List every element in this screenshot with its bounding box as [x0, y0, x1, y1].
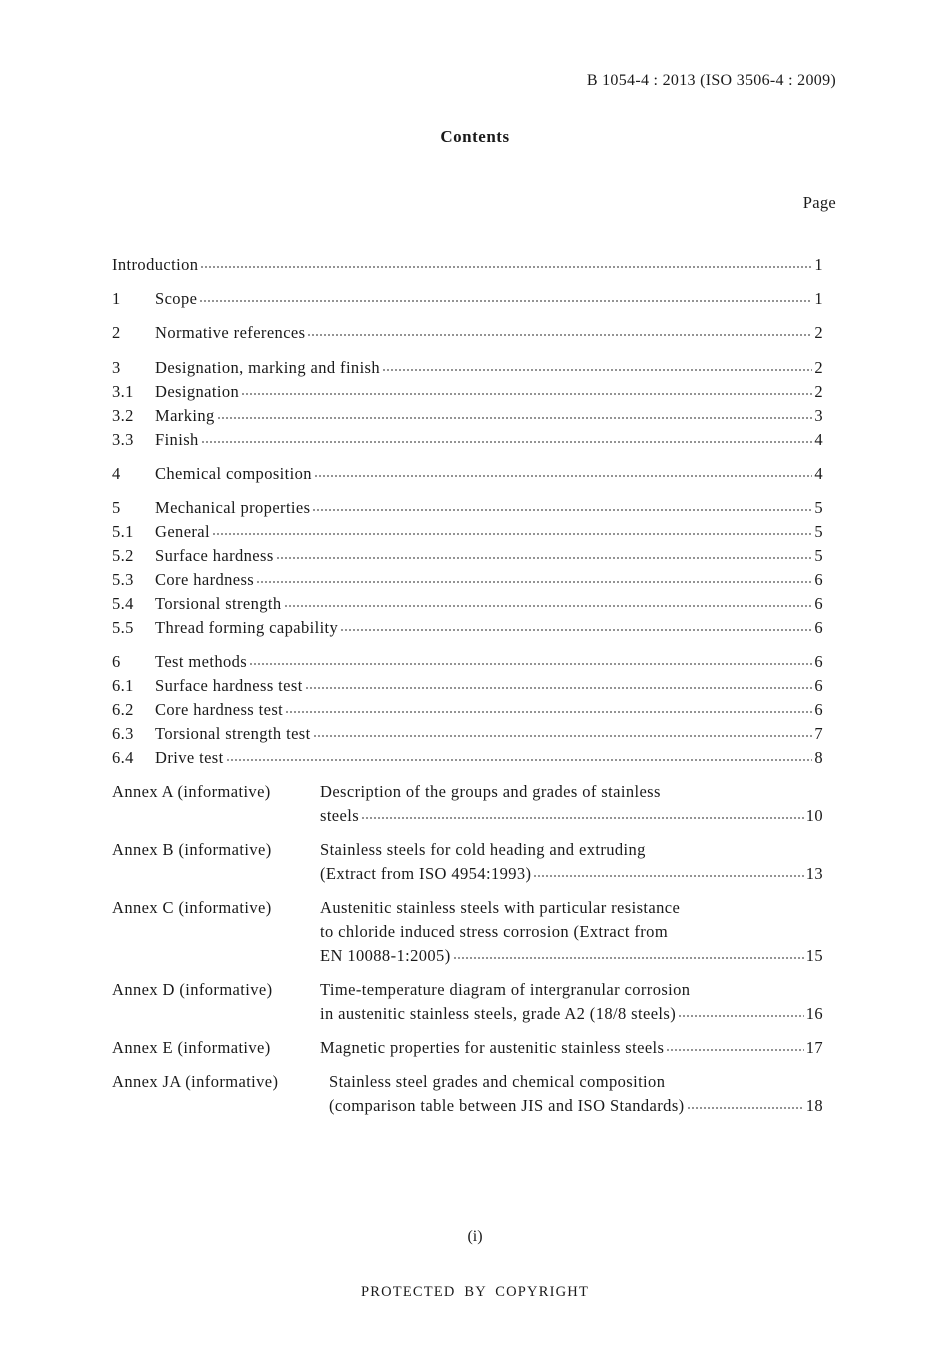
- toc-entry-number: 6.4: [112, 748, 134, 767]
- dot-leader: [200, 266, 812, 268]
- toc-entry[interactable]: [112, 568, 823, 592]
- toc-entry-number: 3.3: [112, 430, 134, 449]
- annex-heading: Annex C (informative): [112, 898, 272, 917]
- dot-leader: [199, 300, 812, 302]
- toc-entry[interactable]: [112, 496, 823, 520]
- toc-entry-label: Normative references: [155, 323, 306, 342]
- dot-leader: [241, 393, 812, 395]
- dot-leader: [666, 1049, 803, 1051]
- toc-entry-label: Core hardness test: [155, 700, 284, 719]
- toc-entry-label: Thread forming capability: [155, 618, 339, 637]
- toc-entry-label: Surface hardness: [155, 546, 274, 565]
- dot-leader: [687, 1107, 804, 1109]
- toc-entry-label: Core hardness: [155, 570, 255, 589]
- toc-entry-number: 5: [112, 498, 121, 517]
- page-title: Contents: [440, 127, 510, 146]
- toc-entry-number: 2: [112, 323, 121, 342]
- dot-leader: [313, 735, 813, 737]
- toc-entry[interactable]: [112, 746, 823, 770]
- toc-entry-label: Chemical composition: [155, 464, 312, 483]
- toc-entry-page: 2: [814, 358, 823, 377]
- dot-leader: [285, 711, 812, 713]
- toc-entry[interactable]: [112, 462, 823, 486]
- dot-leader: [361, 817, 804, 819]
- annex-heading: Annex A (informative): [112, 782, 271, 801]
- toc-entry-label: Drive test: [155, 748, 224, 767]
- dot-leader: [284, 605, 813, 607]
- toc-entry-page: 4: [814, 430, 823, 449]
- toc-annex-ja-cont[interactable]: [112, 1094, 823, 1118]
- toc-entry[interactable]: [112, 321, 823, 345]
- toc-entry-number: 5.5: [112, 618, 134, 637]
- dot-leader: [340, 629, 812, 631]
- dot-leader: [212, 533, 812, 535]
- toc-entry-number: 3: [112, 358, 121, 377]
- annex-title-line: (Extract from ISO 4954:1993): [320, 864, 532, 883]
- toc-entry-page: 16: [805, 1004, 823, 1023]
- toc-entry-number: 5.4: [112, 594, 134, 613]
- dot-leader: [226, 759, 813, 761]
- toc-annex-c[interactable]: [112, 896, 823, 920]
- toc-entry[interactable]: [112, 544, 823, 568]
- toc-entry-page: 10: [805, 806, 823, 825]
- toc-annex-e[interactable]: [112, 1036, 823, 1060]
- toc-entry-page: 8: [814, 748, 823, 767]
- toc-entry-page: 5: [814, 546, 823, 565]
- toc-entry-label: Torsional strength test: [155, 724, 311, 743]
- toc-entry[interactable]: [112, 722, 823, 746]
- toc-entry-page: 3: [814, 406, 823, 425]
- dot-leader: [217, 417, 813, 419]
- toc-entry-label: Torsional strength: [155, 594, 282, 613]
- toc-annex-c-cont[interactable]: [112, 920, 823, 944]
- toc-annex-ja[interactable]: [112, 1070, 823, 1094]
- toc-entry-page: 15: [805, 946, 823, 965]
- toc-entry-number: 1: [112, 289, 121, 308]
- toc-entry-page: 7: [814, 724, 823, 743]
- annex-title-line: EN 10088-1:2005): [320, 946, 451, 965]
- toc-entry-number: 3.1: [112, 382, 134, 401]
- toc-entry-page: 17: [805, 1038, 823, 1057]
- toc-entry-number: 6.2: [112, 700, 134, 719]
- dot-leader: [305, 687, 813, 689]
- page-column-label: Page: [802, 193, 836, 212]
- toc-entry-label: Scope: [155, 289, 198, 308]
- dot-leader: [678, 1015, 804, 1017]
- toc-entry[interactable]: [112, 287, 823, 311]
- copyright-notice: PROTECTED BY COPYRIGHT: [360, 1284, 589, 1300]
- toc-entry[interactable]: [112, 698, 823, 722]
- toc-entry-label: Introduction: [112, 255, 199, 274]
- annex-title-line: Time-temperature diagram of intergranular corrosion: [320, 980, 691, 999]
- toc-annex-b[interactable]: [112, 838, 823, 862]
- toc-entry-label: Finish: [155, 430, 199, 449]
- dot-leader: [453, 957, 804, 959]
- toc-entry[interactable]: [112, 404, 823, 428]
- toc-entry-number: 6.3: [112, 724, 134, 743]
- toc-entry-page: 6: [814, 700, 823, 719]
- dot-leader: [312, 509, 812, 511]
- dot-leader: [201, 441, 813, 443]
- toc-entry-number: 5.3: [112, 570, 134, 589]
- annex-title-line: to chloride induced stress corrosion (Extract from: [320, 922, 669, 941]
- toc-entry-page: 6: [814, 594, 823, 613]
- toc-annex-c-cont[interactable]: [112, 944, 823, 968]
- toc-annex-a[interactable]: [112, 780, 823, 804]
- toc-entry-label: Test methods: [155, 652, 248, 671]
- toc-entry-page: 13: [805, 864, 823, 883]
- toc-annex-b-cont[interactable]: [112, 862, 823, 886]
- dot-leader: [307, 334, 812, 336]
- toc-entry[interactable]: [112, 650, 823, 674]
- annex-title-line: Magnetic properties for austenitic stainless steels: [320, 1038, 665, 1057]
- toc-entry-page: 6: [814, 570, 823, 589]
- dot-leader: [382, 369, 812, 371]
- annex-heading: Annex JA (informative): [112, 1072, 279, 1091]
- toc-entry-label: Designation, marking and finish: [155, 358, 381, 377]
- annex-title-line: Stainless steels for cold heading and extruding: [320, 840, 646, 859]
- toc-entry-page: 2: [814, 323, 823, 342]
- toc-annex-d[interactable]: [112, 978, 823, 1002]
- toc-entry-page: 6: [814, 652, 823, 671]
- toc-annex-a-cont[interactable]: [112, 804, 823, 828]
- toc-entry-page: 18: [805, 1096, 823, 1115]
- document-id: B 1054-4 : 2013 (ISO 3506-4 : 2009): [586, 72, 836, 89]
- toc-entry-page: 4: [814, 464, 823, 483]
- toc-entry-page: 6: [814, 618, 823, 637]
- dot-leader: [256, 581, 812, 583]
- toc-entry[interactable]: [112, 520, 823, 544]
- toc-entry[interactable]: [112, 592, 823, 616]
- annex-title-line: in austenitic stainless steels, grade A2 (18/8 steels): [320, 1004, 677, 1023]
- toc-entry-page: 2: [814, 382, 823, 401]
- annex-heading: Annex B (informative): [112, 840, 272, 859]
- toc-entry-introduction[interactable]: [112, 253, 823, 277]
- toc-entry-label: General: [155, 522, 211, 541]
- toc-entry-page: 1: [814, 289, 823, 308]
- toc-annex-d-cont[interactable]: [112, 1002, 823, 1026]
- toc-entry[interactable]: [112, 428, 823, 452]
- footer-page-number: (i): [467, 1228, 483, 1245]
- toc-entry-label: Marking: [155, 406, 215, 425]
- toc-entry[interactable]: [112, 380, 823, 404]
- dot-leader: [276, 557, 813, 559]
- toc-entry[interactable]: [112, 356, 823, 380]
- toc-entry-page: 5: [814, 522, 823, 541]
- dot-leader: [533, 875, 803, 877]
- dot-leader: [314, 475, 812, 477]
- toc-entry-number: 5.1: [112, 522, 134, 541]
- toc-entry-page: 5: [814, 498, 823, 517]
- toc-entry-number: 6: [112, 652, 121, 671]
- annex-title-line: (comparison table between JIS and ISO Standards): [329, 1096, 685, 1115]
- annex-heading: Annex D (informative): [112, 980, 273, 999]
- toc-entry-label: Surface hardness test: [155, 676, 303, 695]
- toc-entry-page: 6: [814, 676, 823, 695]
- toc-entry-number: 4: [112, 464, 121, 483]
- toc-entry-label: Mechanical properties: [155, 498, 311, 517]
- annex-title-line: Description of the groups and grades of stainless: [320, 782, 661, 801]
- annex-title-line: Austenitic stainless steels with particular resistance: [320, 898, 681, 917]
- annex-title-line: steels: [320, 806, 360, 825]
- toc-entry-number: 3.2: [112, 406, 134, 425]
- toc-entry[interactable]: [112, 674, 823, 698]
- annex-title-line: Stainless steel grades and chemical composition: [329, 1072, 666, 1091]
- dot-leader: [249, 663, 812, 665]
- toc-entry-label: Designation: [155, 382, 240, 401]
- toc-entry-number: 6.1: [112, 676, 134, 695]
- toc-entry-page: 1: [814, 255, 823, 274]
- annex-heading: Annex E (informative): [112, 1038, 271, 1057]
- toc-entry[interactable]: [112, 616, 823, 640]
- toc-entry-number: 5.2: [112, 546, 134, 565]
